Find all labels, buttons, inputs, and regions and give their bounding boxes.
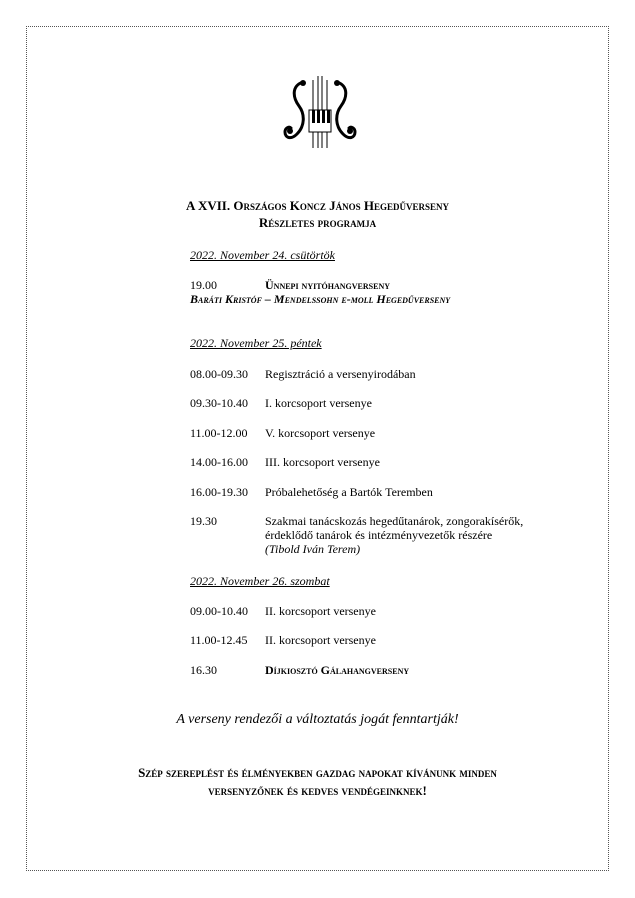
event-time: 11.00-12.45 [190,633,248,647]
title-line-2: Részletes programja [258,215,377,230]
violin-logo-icon [281,76,359,152]
event-title: I. korcsoport versenye [265,396,372,410]
event-time: 08.00-09.30 [190,367,248,381]
day-2-date: 2022. November 25. péntek [190,336,322,350]
event-title: II. korcsoport versenye [265,604,376,618]
event-location: (Tibold Iván Terem) [265,542,361,556]
event-title: Regisztráció a versenyirodában [265,367,416,381]
event-time: 09.30-10.40 [190,396,248,410]
event-title: V. korcsoport versenye [265,426,376,440]
title-line-1: A XVII. Országos Koncz János Hegedűverseny [186,198,449,213]
event-time: 16.00-19.30 [190,485,248,499]
event-title: Próbalehetőség a Bartók Teremben [265,485,433,499]
page-border [26,26,609,871]
event-artist: Baráti Kristóf – Mendelssohn e-moll Hegedűverseny [190,292,451,306]
closing-line-2: versenyzőnek és kedves vendégeinknek! [208,783,427,798]
event-time: 14.00-16.00 [190,455,248,469]
event-time: 19.00 [190,278,217,292]
event-time: 16.30 [190,663,217,677]
day-3-date: 2022. November 26. szombat [190,574,330,588]
event-title: III. korcsoport versenye [265,455,380,469]
event-time: 19.30 [190,514,217,528]
closing-line-1: Szép szereplést és élményekben gazdag napokat kívánunk minden [138,765,497,780]
event-time: 11.00-12.00 [190,426,248,440]
disclaimer-note: A verseny rendezői a változtatás jogát fenntartják! [176,712,459,727]
day-1-date: 2022. November 24. csütörtök [190,248,335,262]
event-title-line-2: érdeklődő tanárok és intézményvezetők részére [265,528,493,542]
event-title-line-1: Szakmai tanácskozás hegedűtanárok, zongorakísérők, [265,514,524,528]
event-title: Ünnepi nyitóhangverseny [265,278,391,292]
event-time: 09.00-10.40 [190,604,248,618]
event-title: II. korcsoport versenye [265,633,376,647]
event-title: Díjkiosztó Gálahangverseny [265,663,410,677]
